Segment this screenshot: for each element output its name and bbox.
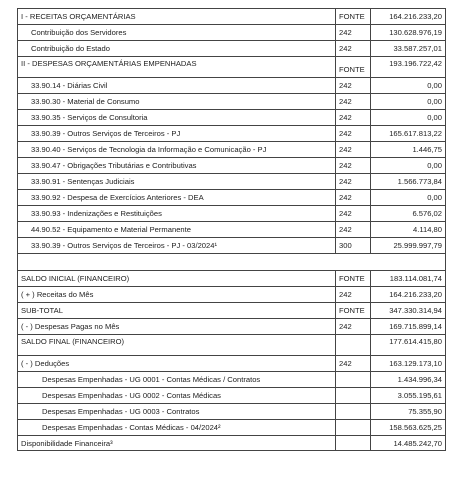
- row-fonte: 242: [336, 221, 371, 237]
- row-valor: 0,00: [371, 157, 446, 173]
- row-label: I - RECEITAS ORÇAMENTÁRIAS: [17, 8, 336, 24]
- table-row: [17, 109, 446, 125]
- row-label: 33.90.47 - Obrigações Tributárias e Contributivas: [17, 157, 336, 173]
- row-fonte: 242: [336, 109, 371, 125]
- row-fonte: [336, 419, 371, 435]
- row-label: 33.90.91 - Sentenças Judiciais: [17, 173, 336, 189]
- row-valor: 169.715.899,14: [371, 318, 446, 334]
- table-row: [17, 125, 446, 141]
- row-label: 33.90.92 - Despesa de Exercícios Anteriores - DEA: [17, 189, 336, 205]
- row-label: SUB-TOTAL: [17, 302, 336, 318]
- row-fonte: 242: [336, 40, 371, 56]
- row-fonte: FONTE: [336, 302, 371, 318]
- table-row: [17, 173, 446, 189]
- row-fonte: 242: [336, 125, 371, 141]
- row-label: 44.90.52 - Equipamento e Material Permanente: [17, 221, 336, 237]
- row-valor: 14.485.242,70: [371, 435, 446, 451]
- row-label: 33.90.39 - Outros Serviços de Terceiros - PJ: [17, 125, 336, 141]
- row-fonte: [336, 435, 371, 451]
- row-valor: 347.330.314,94: [371, 302, 446, 318]
- row-valor: 164.216.233,20: [371, 286, 446, 302]
- row-valor: 177.614.415,80: [371, 334, 446, 355]
- table-row: [17, 93, 446, 109]
- row-label: II - DESPESAS ORÇAMENTÁRIAS EMPENHADAS: [17, 56, 336, 77]
- row-fonte: 300: [336, 237, 371, 253]
- row-valor: 25.999.997,79: [371, 237, 446, 253]
- row-fonte: 242: [336, 173, 371, 189]
- table-row: [17, 318, 446, 334]
- row-fonte: 242: [336, 77, 371, 93]
- row-fonte: [336, 387, 371, 403]
- row-label: 33.90.35 - Serviços de Consultoria: [17, 109, 336, 125]
- table-row: [17, 435, 446, 451]
- table-row: [17, 40, 446, 56]
- table-row: [17, 141, 446, 157]
- row-fonte: 242: [336, 189, 371, 205]
- table-row: [17, 387, 446, 403]
- row-fonte: [336, 403, 371, 419]
- row-fonte: FONTE: [336, 8, 371, 24]
- table-row: [17, 270, 446, 286]
- table-row: [17, 157, 446, 173]
- row-label: 33.90.93 - Indenizações e Restituições: [17, 205, 336, 221]
- row-label: SALDO FINAL (FINANCEIRO): [17, 334, 336, 355]
- row-fonte: 242: [336, 157, 371, 173]
- row-fonte: 242: [336, 355, 371, 371]
- table-row: [17, 189, 446, 205]
- row-label: Despesas Empenhadas - UG 0003 - Contratos: [17, 403, 336, 419]
- row-label: 33.90.39 - Outros Serviços de Terceiros - PJ - 03/2024¹: [17, 237, 336, 253]
- row-label: Despesas Empenhadas - UG 0001 - Contas Médicas / Contratos: [17, 371, 336, 387]
- row-valor: 163.129.173,10: [371, 355, 446, 371]
- row-label: Contribuição dos Servidores: [17, 24, 336, 40]
- row-valor: 0,00: [371, 189, 446, 205]
- row-fonte: 242: [336, 286, 371, 302]
- table-row: [17, 221, 446, 237]
- row-valor: 33.587.257,01: [371, 40, 446, 56]
- row-label: 33.90.14 - Diárias Civil: [17, 77, 336, 93]
- row-fonte: FONTE: [336, 270, 371, 286]
- row-valor: 1.566.773,84: [371, 173, 446, 189]
- row-fonte: 242: [336, 93, 371, 109]
- table-row: [17, 371, 446, 387]
- row-fonte: 242: [336, 24, 371, 40]
- row-fonte: 242: [336, 205, 371, 221]
- table-row: [17, 205, 446, 221]
- table-row: [17, 302, 446, 318]
- table-row: [17, 24, 446, 40]
- blank-separator-row: [17, 253, 446, 270]
- row-valor: 75.355,90: [371, 403, 446, 419]
- row-label: ( - ) Despesas Pagas no Mês: [17, 318, 336, 334]
- row-valor: 3.055.195,61: [371, 387, 446, 403]
- table-row: [17, 419, 446, 435]
- table-row: [17, 237, 446, 253]
- row-valor: 1.434.996,34: [371, 371, 446, 387]
- table-row: [17, 56, 446, 77]
- row-valor: 0,00: [371, 109, 446, 125]
- row-label: SALDO INICIAL (FINANCEIRO): [17, 270, 336, 286]
- row-valor: 0,00: [371, 93, 446, 109]
- row-label: ( + ) Receitas do Mês: [17, 286, 336, 302]
- row-label: 33.90.30 - Material de Consumo: [17, 93, 336, 109]
- row-fonte: FONTE: [336, 56, 371, 77]
- row-valor: 4.114,80: [371, 221, 446, 237]
- table-row: [17, 355, 446, 371]
- row-valor: 158.563.625,25: [371, 419, 446, 435]
- row-fonte: 242: [336, 318, 371, 334]
- table-row: [17, 77, 446, 93]
- row-label: Despesas Empenhadas - Contas Médicas - 04/2024²: [17, 419, 336, 435]
- row-label: ( - ) Deduções: [17, 355, 336, 371]
- row-label: Despesas Empenhadas - UG 0002 - Contas Médicas: [17, 387, 336, 403]
- row-valor: 165.617.813,22: [371, 125, 446, 141]
- table-row: [17, 8, 446, 24]
- row-valor: 183.114.081,74: [371, 270, 446, 286]
- table-row: [17, 334, 446, 355]
- row-valor: 6.576,02: [371, 205, 446, 221]
- row-fonte: [336, 334, 371, 355]
- row-valor: 164.216.233,20: [371, 8, 446, 24]
- row-valor: 130.628.976,19: [371, 24, 446, 40]
- financial-table: [17, 8, 446, 451]
- table-row: [17, 403, 446, 419]
- row-valor: 0,00: [371, 77, 446, 93]
- row-valor: 1.446,75: [371, 141, 446, 157]
- table-row: [17, 286, 446, 302]
- row-label: 33.90.40 - Serviços de Tecnologia da Informação e Comunicação - PJ: [17, 141, 336, 157]
- row-label: Contribuição do Estado: [17, 40, 336, 56]
- row-fonte: 242: [336, 141, 371, 157]
- row-valor: 193.196.722,42: [371, 56, 446, 77]
- row-fonte: [336, 371, 371, 387]
- row-label: Disponibilidade Financeira³: [17, 435, 336, 451]
